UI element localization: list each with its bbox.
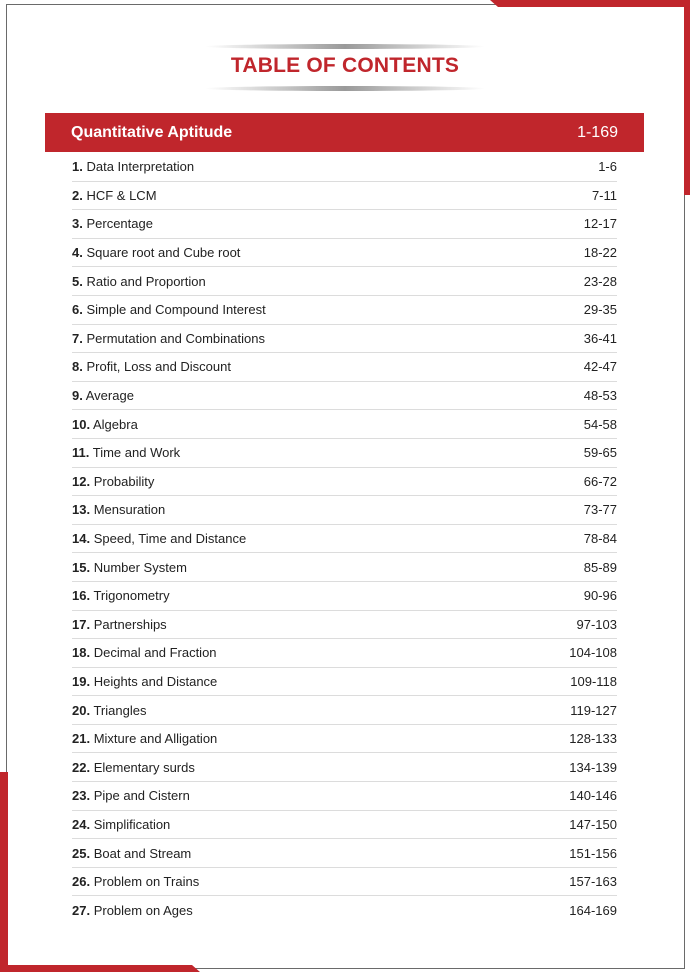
- toc-item-title: [72, 245, 240, 260]
- toc-item-number: 2.: [72, 187, 83, 203]
- toc-item[interactable]: [72, 839, 617, 868]
- toc-item-label: Data Interpretation: [86, 159, 195, 175]
- toc-item-title: [72, 502, 165, 517]
- toc-item-label: Heights and Distance: [93, 673, 218, 689]
- toc-item-title: [72, 817, 170, 832]
- toc-item-pages: 54-58: [583, 416, 617, 432]
- title-rule-top: [205, 44, 485, 49]
- toc-item-pages: 42-47: [583, 359, 617, 375]
- toc-item[interactable]: [72, 639, 617, 668]
- toc-item-number: 19.: [72, 673, 91, 689]
- toc-item-label: Mensuration: [93, 502, 166, 518]
- toc-item-number: 23.: [72, 788, 91, 804]
- toc-item[interactable]: [72, 410, 617, 439]
- toc-item-number: 6.: [72, 302, 83, 318]
- toc-item-pages: 23-28: [583, 273, 617, 289]
- toc-item[interactable]: [72, 868, 617, 897]
- toc-item-title: [72, 760, 195, 775]
- toc-item-number: 10.: [72, 416, 91, 432]
- toc-item-label: Boat and Stream: [93, 845, 192, 861]
- section-page-range: 1-169: [577, 123, 618, 141]
- toc-item-number: 27.: [72, 903, 91, 919]
- toc-item-pages: 147-150: [569, 816, 617, 832]
- toc-item-pages: 164-169: [569, 903, 617, 919]
- toc-item-title: [72, 445, 180, 460]
- toc-item-title: [72, 903, 193, 918]
- toc-item-pages: 29-35: [583, 302, 617, 318]
- toc-item-label: Permutation and Combinations: [86, 330, 265, 346]
- toc-item-title: [72, 788, 190, 803]
- toc-item-number: 25.: [72, 845, 91, 861]
- toc-item-label: Problem on Trains: [93, 874, 200, 890]
- toc-item-title: [72, 159, 194, 174]
- toc-item[interactable]: [72, 525, 617, 554]
- toc-item-label: Triangles: [93, 702, 147, 718]
- toc-item[interactable]: [72, 611, 617, 640]
- toc-item[interactable]: [72, 582, 617, 611]
- toc-item-label: Probability: [93, 473, 155, 489]
- toc-item[interactable]: [72, 439, 617, 468]
- toc-item-number: 24.: [72, 816, 91, 832]
- toc-item[interactable]: [72, 896, 617, 925]
- toc-item-pages: 73-77: [583, 502, 617, 518]
- toc-item-title: [72, 531, 246, 546]
- toc-item-label: Mixture and Alligation: [93, 731, 218, 747]
- toc-item-pages: 59-65: [583, 445, 617, 461]
- toc-item-label: Ratio and Proportion: [86, 273, 206, 289]
- toc-item-number: 20.: [72, 702, 91, 718]
- toc-item-number: 21.: [72, 731, 91, 747]
- toc-item-number: 4.: [72, 245, 83, 261]
- toc-item-number: 18.: [72, 645, 91, 661]
- toc-item-title: [72, 388, 134, 403]
- toc-item-pages: 7-11: [591, 187, 617, 203]
- toc-item[interactable]: [72, 325, 617, 354]
- toc-item-label: Elementary surds: [93, 759, 195, 775]
- toc-item-title: [72, 703, 146, 718]
- toc-item-number: 9.: [72, 388, 83, 404]
- toc-item-title: [72, 474, 154, 489]
- toc-item-title: [72, 645, 217, 660]
- section-header: [45, 113, 644, 152]
- toc-item[interactable]: [72, 353, 617, 382]
- toc-item-pages: 157-163: [569, 874, 617, 890]
- toc-item-number: 11.: [72, 445, 90, 461]
- toc-item[interactable]: [72, 239, 617, 268]
- toc-item-label: Speed, Time and Distance: [93, 531, 247, 547]
- toc-item-title: [72, 417, 138, 432]
- toc-item-pages: 134-139: [569, 759, 617, 775]
- toc-item[interactable]: [72, 496, 617, 525]
- toc-item-number: 8.: [72, 359, 83, 375]
- toc-item-pages: 48-53: [583, 388, 617, 404]
- toc-item-number: 13.: [72, 502, 91, 518]
- toc-item-title: [72, 731, 217, 746]
- toc-item-number: 22.: [72, 759, 91, 775]
- toc-item-label: Problem on Ages: [93, 903, 193, 919]
- toc-item-label: HCF & LCM: [86, 187, 157, 203]
- toc-item-label: Profit, Loss and Discount: [86, 359, 231, 375]
- toc-item-label: Square root and Cube root: [86, 245, 241, 261]
- toc-item[interactable]: [72, 210, 617, 239]
- toc-item-title: [72, 588, 170, 603]
- toc-item-number: 26.: [72, 874, 91, 890]
- toc-item-number: 15.: [72, 559, 91, 575]
- toc-item-pages: 140-146: [569, 788, 617, 804]
- toc-item[interactable]: [72, 468, 617, 497]
- toc-item-pages: 18-22: [583, 245, 617, 261]
- toc-item-pages: 119-127: [570, 702, 617, 718]
- toc-item-pages: 78-84: [583, 531, 617, 547]
- toc-item-pages: 97-103: [576, 616, 617, 632]
- toc-item-pages: 85-89: [583, 559, 617, 575]
- toc-item-number: 1.: [72, 159, 83, 175]
- toc-item-pages: 90-96: [583, 588, 617, 604]
- toc-item-label: Time and Work: [92, 445, 181, 461]
- toc-item-title: [72, 560, 187, 575]
- toc-item-label: Number System: [93, 559, 187, 575]
- toc-item-title: [72, 331, 265, 346]
- toc-item-label: Trigonometry: [93, 588, 170, 604]
- toc-item[interactable]: [72, 782, 617, 811]
- toc-item-label: Percentage: [86, 216, 153, 232]
- toc-item-number: 14.: [72, 531, 91, 547]
- toc-item[interactable]: [72, 668, 617, 697]
- toc-item-label: Simple and Compound Interest: [86, 302, 266, 318]
- toc-item-title: [72, 359, 231, 374]
- toc-item[interactable]: [72, 153, 617, 182]
- toc-item-label: Pipe and Cistern: [93, 788, 190, 804]
- page-title-block: [205, 44, 485, 92]
- toc-item-label: Decimal and Fraction: [93, 645, 217, 661]
- toc-item-number: 16.: [72, 588, 91, 604]
- toc-item[interactable]: [72, 725, 617, 754]
- section-name: Quantitative Aptitude: [71, 123, 233, 141]
- toc-item-number: 3.: [72, 216, 83, 232]
- toc-item-number: 5.: [72, 273, 83, 289]
- toc-item-title: [72, 846, 191, 861]
- toc-item-label: Simplification: [93, 816, 171, 832]
- toc-item-title: [72, 674, 217, 689]
- toc-list: [72, 153, 617, 925]
- toc-item-title: [72, 302, 266, 317]
- toc-item[interactable]: [72, 382, 617, 411]
- toc-item[interactable]: [72, 753, 617, 782]
- toc-item-label: Average: [85, 388, 134, 404]
- toc-item-number: 12.: [72, 473, 91, 489]
- toc-item-label: Partnerships: [93, 616, 167, 632]
- toc-item-title: [72, 617, 167, 632]
- page-title: TABLE OF CONTENTS: [230, 54, 460, 77]
- toc-item[interactable]: [72, 182, 617, 211]
- toc-item[interactable]: [72, 296, 617, 325]
- toc-item-pages: 1-6: [598, 159, 617, 175]
- toc-item[interactable]: [72, 696, 617, 725]
- toc-item-pages: 109-118: [570, 673, 617, 689]
- toc-item-pages: 12-17: [583, 216, 617, 232]
- toc-item-number: 7.: [72, 330, 83, 346]
- title-rule-bottom: [205, 86, 485, 91]
- toc-item-pages: 128-133: [569, 731, 617, 747]
- toc-item[interactable]: [72, 553, 617, 582]
- toc-item[interactable]: [72, 267, 617, 296]
- toc-item-title: [72, 216, 153, 231]
- toc-item-pages: 66-72: [583, 473, 617, 489]
- toc-item-pages: 151-156: [569, 845, 617, 861]
- toc-item-title: [72, 874, 199, 889]
- toc-item-pages: 104-108: [569, 645, 617, 661]
- toc-item-number: 17.: [72, 616, 91, 632]
- toc-item-title: [72, 188, 157, 203]
- toc-item-label: Algebra: [92, 416, 138, 432]
- toc-item-title: [72, 274, 206, 289]
- toc-item-pages: 36-41: [583, 330, 617, 346]
- toc-item[interactable]: [72, 811, 617, 840]
